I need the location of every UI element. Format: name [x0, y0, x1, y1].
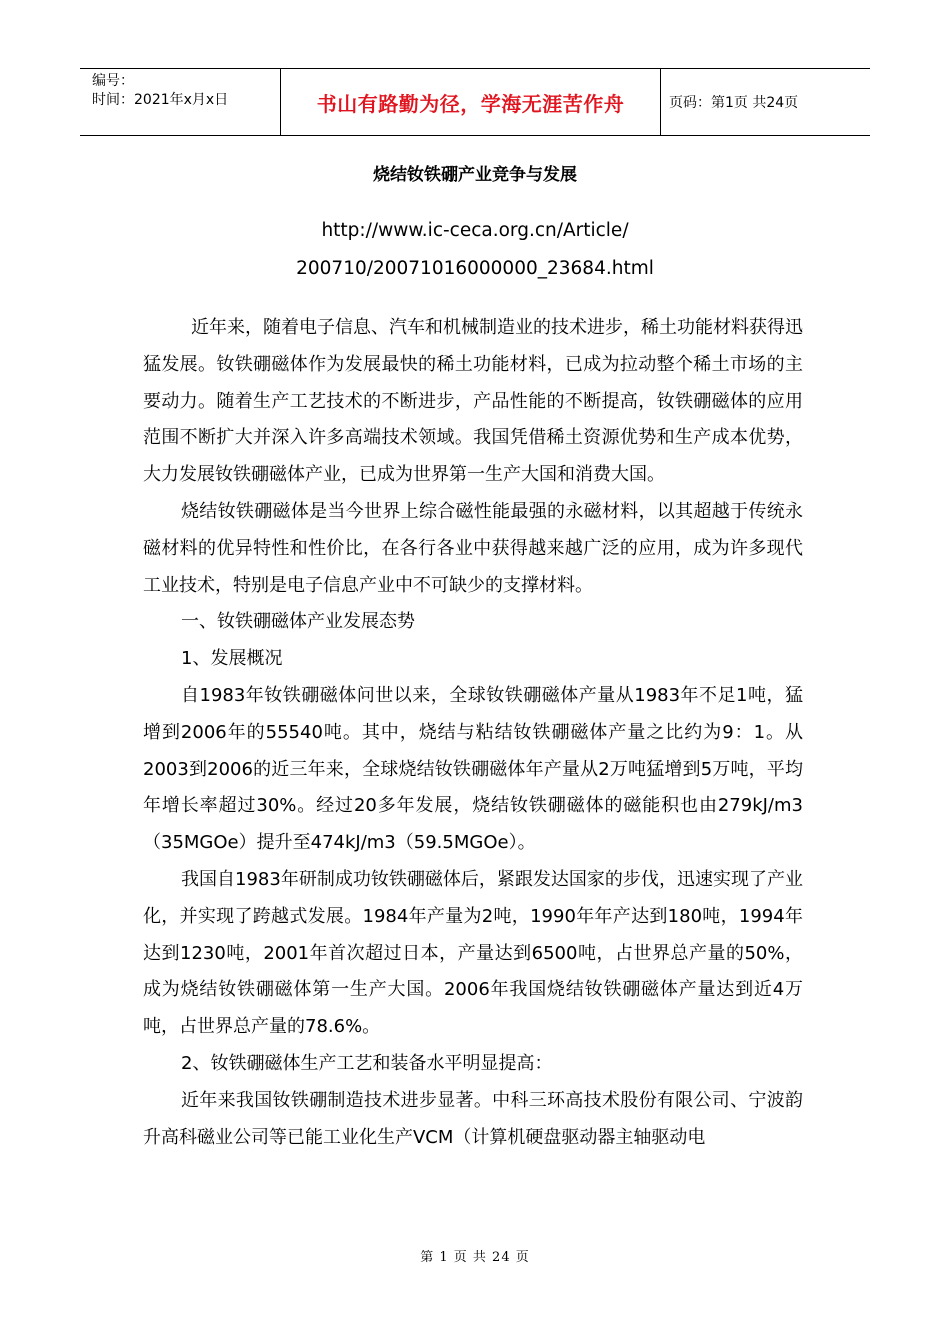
source-url-line-2[interactable]: 200710/20071016000000_23684.html — [296, 258, 654, 279]
header-table — [80, 68, 870, 136]
page-footer: 第 1 页 共 24 页 — [420, 1250, 530, 1265]
paragraph: 自1983年钕铁硼磁体问世以来，全球钕铁硼磁体产量从1983年不足1吨，猛增到2006年的55540吨。其中，烧结与粘结钕铁硼磁体产量之比约为9：1。从2003到2006的近三年来，全球烧结钕铁硼磁体年产量从2万吨猛增到5万吨，平均年增长率超过30%。经过20多年发展，烧结钕铁硼磁体的磁能积也由279kJ/m3（35MGOe）提升至474kJ/m3（59.5MGOe）。 — [143, 684, 803, 854]
paragraph: 烧结钕铁硼磁体是当今世界上综合磁性能最强的永磁材料，以其超越于传统永磁材料的优异特性和性价比，在各行各业中获得越来越广泛的应用，成为许多现代工业技术，特别是电子信息产业中不可缺少的支撑材料。 — [143, 500, 803, 596]
subsection-heading: 1、发展概况 — [181, 648, 283, 670]
time-label: 时间：2021年x月x日 — [92, 92, 229, 108]
header-motto: 书山有路勤为径，学海无涯苦作舟 — [281, 69, 661, 135]
document-title: 烧结钕铁硼产业竞争与发展 — [373, 165, 577, 185]
source-url-line-1[interactable]: http://www.ic-ceca.org.cn/Article/ — [321, 220, 629, 241]
header-meta-cell — [80, 69, 281, 135]
header-page-info: 页码：第1页 共24页 — [669, 95, 799, 111]
section-heading: 一、钕铁硼磁体产业发展态势 — [181, 611, 415, 633]
document-body — [143, 310, 803, 1156]
paragraph: 近年来我国钕铁硼制造技术进步显著。中科三环高技术股份有限公司、宁波韵升高科磁业公司等已能工业化生产VCM（计算机硬盘驱动器主轴驱动电 — [143, 1089, 803, 1148]
paragraph: 近年来，随着电子信息、汽车和机械制造业的技术进步，稀土功能材料获得迅猛发展。钕铁硼磁体作为发展最快的稀土功能材料，已成为拉动整个稀土市场的主要动力。随着生产工艺技术的不断进步，产品性能的不断提高，钕铁硼磁体的应用范围不断扩大并深入许多高端技术领域。我国凭借稀土资源优势和生产成本优势，大力发展钕铁硼磁体产业，已成为世界第一生产大国和消费大国。 — [143, 317, 803, 486]
number-label: 编号： — [92, 73, 134, 89]
paragraph: 我国自1983年研制成功钕铁硼磁体后，紧跟发达国家的步伐，迅速实现了产业化，并实现了跨越式发展。1984年产量为2吨，1990年年产达到180吨，1994年达到1230吨，2001年首次超过日本，产量达到6500吨，占世界总产量的50%，成为烧结钕铁硼磁体第一生产大国。2006年我国烧结钕铁硼磁体产量达到近4万吨，占世界总产量的78.6%。 — [143, 868, 803, 1038]
source-url[interactable] — [0, 212, 950, 288]
subsection-heading: 2、钕铁硼磁体生产工艺和装备水平明显提高： — [181, 1052, 553, 1074]
